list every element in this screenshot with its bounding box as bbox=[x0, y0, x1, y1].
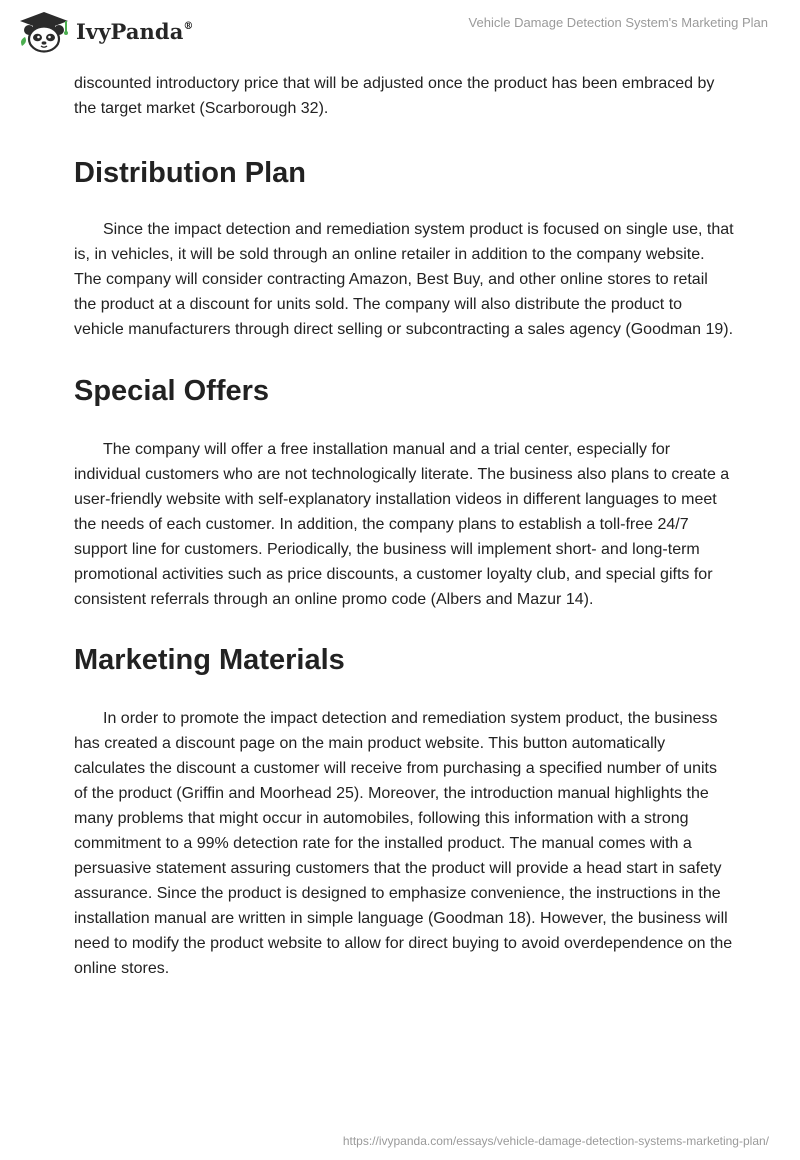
brand-name: IvyPanda® bbox=[76, 18, 194, 44]
intro-paragraph: discounted introductory price that will be adjusted once the product has been embraced by the target market (Scarborough 32). bbox=[74, 75, 715, 117]
heading-special-offers: Special Offers bbox=[74, 375, 270, 407]
document-title: Vehicle Damage Detection System's Marketing Plan bbox=[468, 15, 768, 30]
heading-marketing-materials: Marketing Materials bbox=[74, 644, 345, 676]
page-header bbox=[0, 0, 800, 62]
panda-graduate-icon bbox=[16, 8, 72, 54]
essay-content bbox=[74, 71, 734, 981]
ivypanda-logo[interactable] bbox=[16, 8, 194, 54]
footer-url[interactable]: https://ivypanda.com/essays/vehicle-damage-detection-systems-marketing-plan/ bbox=[342, 1134, 769, 1148]
paragraph-marketing-materials: In order to promote the impact detection and remediation system product, the business has created a discount page on the main product website. This button automatically calculates the discount a customer will receive from purchasing a specified number of units of the product (Griffin and Moorhead 25). Moreover, the introduction manual highlights the many problems that might occur in automobiles, following this information with a strong commitment to a 99% detection rate for the installed product. The manual comes with a persuasive statement assuring customers that the product will provide a head start in safety assurance. Since the product is designed to emphasize convenience, the instructions in the installation manual are written in simple language (Goodman 18). However, the business will need to modify the product website to allow for direct buying to avoid overdependence on the online stores. bbox=[74, 710, 733, 977]
heading-distribution-plan: Distribution Plan bbox=[74, 157, 306, 189]
paragraph-distribution-plan: Since the impact detection and remediation system product is focused on single use, that is, in vehicles, it will be sold through an online retailer in addition to the company website. The company will consider contracting Amazon, Best Buy, and other online stores to retail the product at a discount for units sold. The company will also distribute the product to vehicle manufacturers through direct selling or subcontracting a sales agency (Goodman 19). bbox=[74, 221, 734, 338]
paragraph-special-offers: The company will offer a free installation manual and a trial center, especially for individual customers who are not technologically literate. The business also plans to create a user-friendly website with self-explanatory installation videos in different languages to meet the needs of each customer. In addition, the company plans to establish a toll-free 24/7 support line for customers. Periodically, the business will implement short- and long-term promotional activities such as price discounts, a customer loyalty club, and special gifts for consistent referrals through an online promo code (Albers and Mazur 14). bbox=[74, 441, 730, 608]
registered-mark: ® bbox=[183, 20, 194, 32]
